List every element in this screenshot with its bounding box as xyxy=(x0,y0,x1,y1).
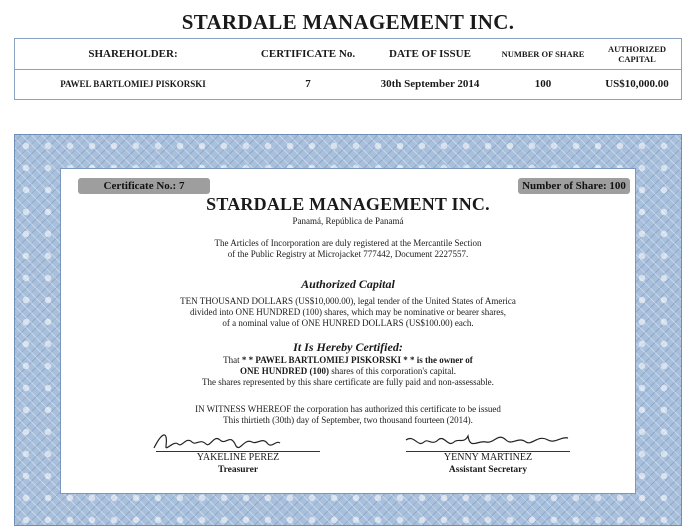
owner-prefix: That xyxy=(223,355,240,365)
cell-authorized-capital: US$10,000.00 xyxy=(605,78,669,90)
witness-line: This thirtieth (30th) day of September, two thousand fourteen (2014). xyxy=(223,415,473,425)
registry-line: of the Public Registry at Microjacket 777442, Document 2227557. xyxy=(227,249,469,259)
certificate-title: STARDALE MANAGEMENT INC. xyxy=(206,194,490,214)
shares-rest: shares of this corporation's capital. xyxy=(331,366,457,376)
authorized-capital-heading: Authorized Capital xyxy=(301,277,395,291)
signatory-role: Treasurer xyxy=(217,465,259,475)
signature-block-secretary xyxy=(398,426,578,476)
capital-line: divided into ONE HUNDRED (100) shares, which may be nominative or bearer shares, xyxy=(190,307,506,317)
signatory-name: YENNY MARTINEZ xyxy=(443,452,533,463)
header-authorized-capital: AUTHORIZED CAPITAL xyxy=(607,44,667,64)
witness-line: IN WITNESS WHEREOF the corporation has authorized this certificate to be issued xyxy=(195,404,501,414)
page-title: STARDALE MANAGEMENT INC. xyxy=(181,10,515,34)
shares-amount: ONE HUNDRED (100) xyxy=(239,366,329,376)
header-number-of-share: NUMBER OF SHARE xyxy=(501,49,585,59)
header-certificate-no: CERTIFICATE No. xyxy=(260,48,356,60)
certificate-no-tag: Certificate No.: 7 xyxy=(78,178,210,194)
header-date-of-issue: DATE OF ISSUE xyxy=(389,48,471,60)
number-of-share-tag: Number of Share: 100 xyxy=(518,178,630,194)
certificate-location: Panamá, República de Panamá xyxy=(292,216,404,226)
owner-name: * * PAWEL BARTLOMIEJ PISKORSKI * * xyxy=(241,355,415,365)
registry-paragraph xyxy=(60,238,636,260)
shares-line xyxy=(60,366,636,377)
signatory-role: Assistant Secretary xyxy=(448,465,528,475)
owner-line xyxy=(60,355,636,366)
capital-line: of a nominal value of ONE HUNRED DOLLARS (US$100.00) each. xyxy=(222,318,474,328)
summary-header-row xyxy=(15,39,681,70)
capital-line: TEN THOUSAND DOLLARS (US$10,000.00), legal tender of the United States of America xyxy=(180,296,516,306)
header-shareholder: SHAREHOLDER: xyxy=(88,48,178,60)
cell-certificate-no: 7 xyxy=(305,78,311,90)
signature-block-treasurer xyxy=(148,426,328,476)
summary-data-row xyxy=(15,69,681,99)
certification-paragraph xyxy=(60,355,636,388)
signatory-name: YAKELINE PEREZ xyxy=(196,452,280,463)
capital-paragraph xyxy=(60,296,636,329)
paid-line: The shares represented by this share certificate are fully paid and non-assessable. xyxy=(202,377,494,387)
certified-heading: It Is Hereby Certified: xyxy=(293,340,403,354)
owner-suffix: is the owner of xyxy=(416,355,473,365)
summary-table xyxy=(14,38,682,100)
cell-date-of-issue: 30th September 2014 xyxy=(380,78,480,90)
cell-shareholder: PAWEL BARTLOMIEJ PISKORSKI xyxy=(60,79,206,89)
cell-number-of-share: 100 xyxy=(534,78,552,90)
registry-line: The Articles of Incorporation are duly registered at the Mercantile Section xyxy=(214,238,482,248)
witness-paragraph xyxy=(60,404,636,426)
